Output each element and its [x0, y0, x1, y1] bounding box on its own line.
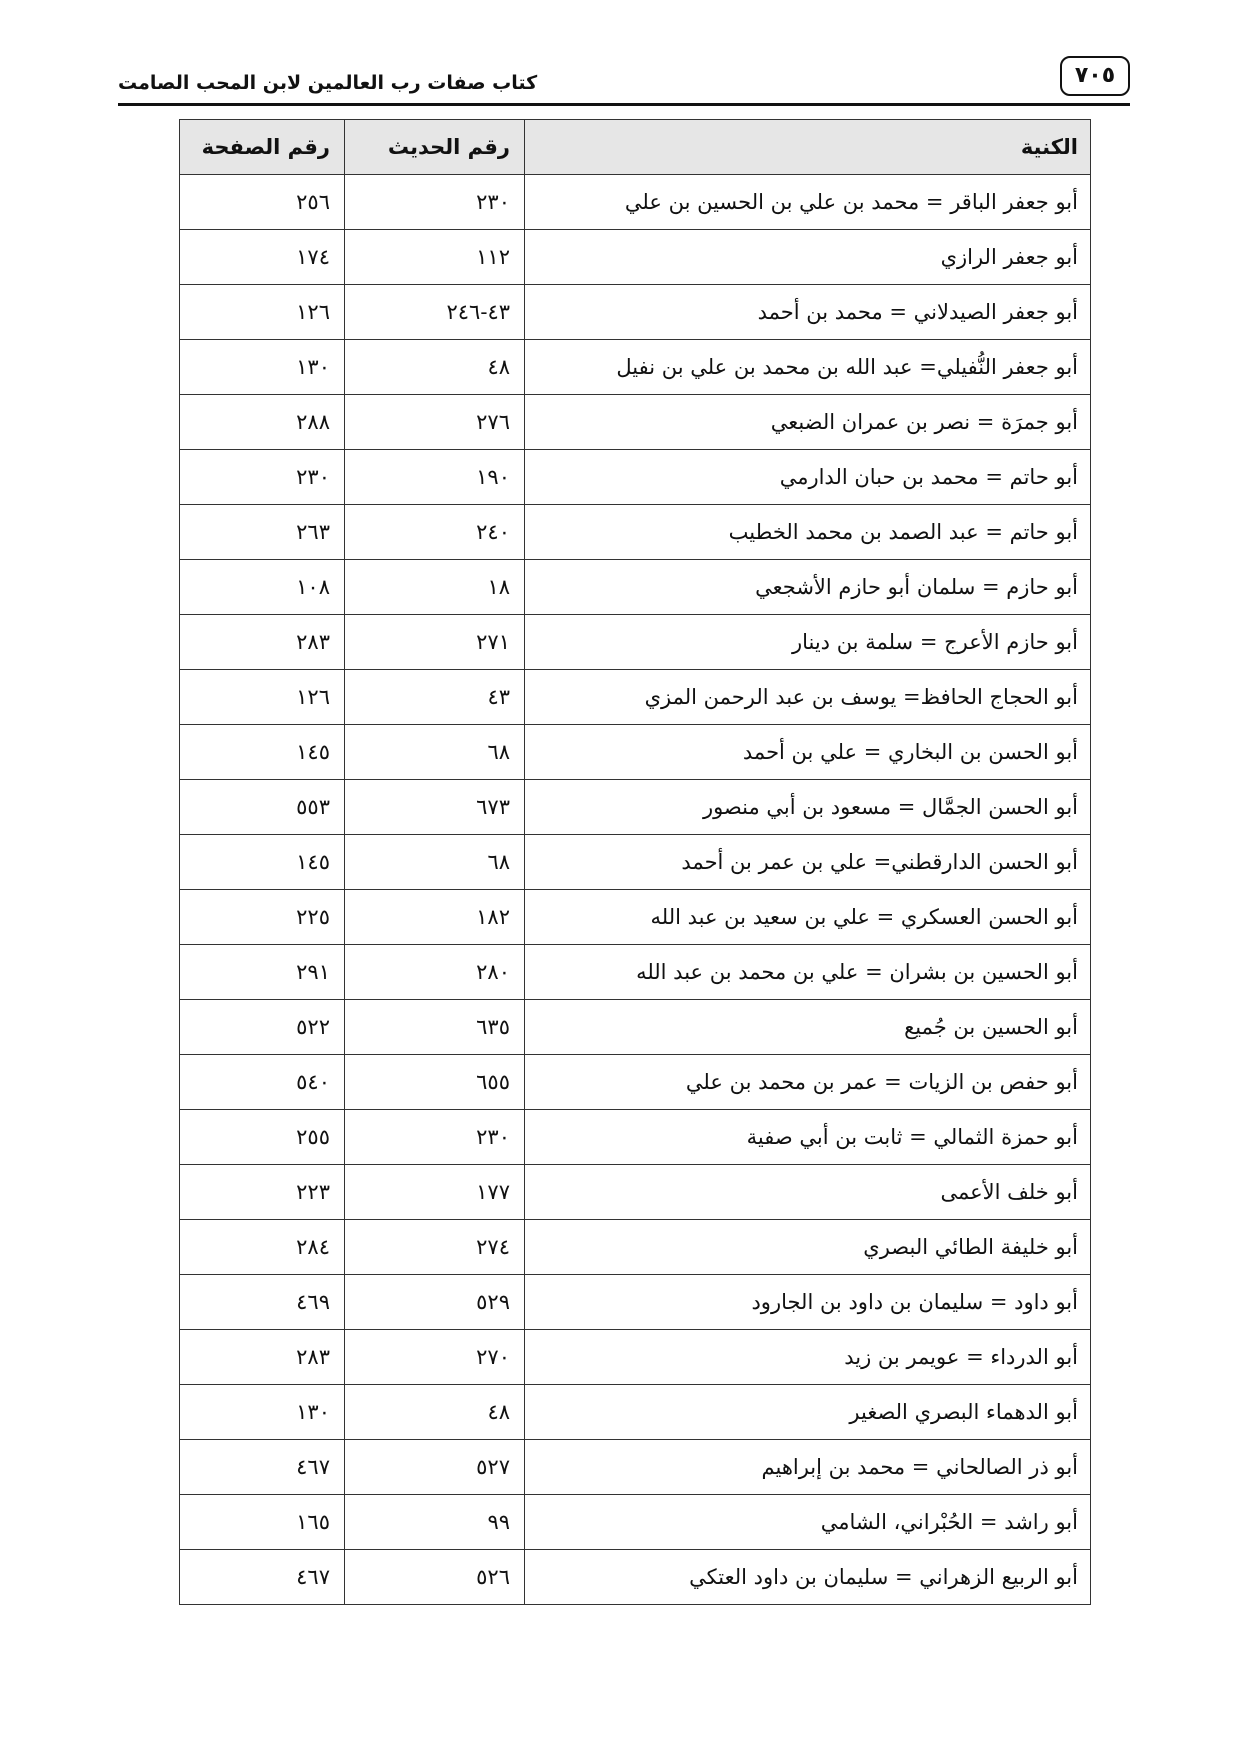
table-row — [180, 175, 1091, 230]
page-number-cell: ١٧٤ — [180, 230, 345, 285]
kunya-cell: أبو حازم الأعرج = سلمة بن دينار — [525, 615, 1091, 670]
table-row — [180, 1550, 1091, 1605]
table-row — [180, 725, 1091, 780]
table-row — [180, 1220, 1091, 1275]
column-header-name: الكنية — [525, 120, 1091, 175]
page-number-cell: ٢٨٨ — [180, 395, 345, 450]
kunya-cell: أبو حمزة الثمالي = ثابت بن أبي صفية — [525, 1110, 1091, 1165]
kunya-cell: أبو الحسين بن بشران = علي بن محمد بن عبد الله — [525, 945, 1091, 1000]
hadith-number-cell: ٦٧٣ — [345, 780, 525, 835]
kunya-cell: أبو راشد = الحُبْراني، الشامي — [525, 1495, 1091, 1550]
table-row — [180, 780, 1091, 835]
kunya-cell: أبو الحسن العسكري = علي بن سعيد بن عبد الله — [525, 890, 1091, 945]
kunya-cell: أبو جعفر الباقر = محمد بن علي بن الحسين بن علي — [525, 175, 1091, 230]
table-row — [180, 1055, 1091, 1110]
table-row — [180, 945, 1091, 1000]
table-row — [180, 670, 1091, 725]
kunya-cell: أبو الحسن الجمَّال = مسعود بن أبي منصور — [525, 780, 1091, 835]
hadith-number-cell: ٦٣٥ — [345, 1000, 525, 1055]
page-number-cell: ٢٨٣ — [180, 615, 345, 670]
kunya-cell: أبو حازم = سلمان أبو حازم الأشجعي — [525, 560, 1091, 615]
table-row — [180, 340, 1091, 395]
table-row — [180, 1330, 1091, 1385]
kunya-cell: أبو الدهماء البصري الصغير — [525, 1385, 1091, 1440]
kunya-cell: أبو حاتم = عبد الصمد بن محمد الخطيب — [525, 505, 1091, 560]
table-row — [180, 1275, 1091, 1330]
table-row — [180, 560, 1091, 615]
kunya-cell: أبو الحسين بن جُميع — [525, 1000, 1091, 1055]
page-number-cell: ١٣٠ — [180, 1385, 345, 1440]
hadith-number-cell: ٥٢٧ — [345, 1440, 525, 1495]
kunya-cell: أبو جعفر الرازي — [525, 230, 1091, 285]
table-row — [180, 450, 1091, 505]
table-row — [180, 285, 1091, 340]
page-number-cell: ٤٦٧ — [180, 1440, 345, 1495]
table-row — [180, 835, 1091, 890]
hadith-number-cell: ٢٧٤ — [345, 1220, 525, 1275]
hadith-number-cell: ١١٢ — [345, 230, 525, 285]
kunya-cell: أبو الحسن الدارقطني= علي بن عمر بن أحمد — [525, 835, 1091, 890]
page-number-cell: ٢٢٣ — [180, 1165, 345, 1220]
page-number-cell: ١٤٥ — [180, 835, 345, 890]
column-header-page: رقم الصفحة — [180, 120, 345, 175]
kunya-cell: أبو الحجاج الحافظ= يوسف بن عبد الرحمن المزي — [525, 670, 1091, 725]
table-row — [180, 1440, 1091, 1495]
table-header-row — [180, 120, 1091, 175]
hadith-number-cell: ١٧٧ — [345, 1165, 525, 1220]
kunya-cell: أبو ذر الصالحاني = محمد بن إبراهيم — [525, 1440, 1091, 1495]
table-row — [180, 1495, 1091, 1550]
kunya-cell: أبو الحسن بن البخاري = علي بن أحمد — [525, 725, 1091, 780]
kunya-cell: أبو حاتم = محمد بن حبان الدارمي — [525, 450, 1091, 505]
hadith-number-cell: ٢٨٠ — [345, 945, 525, 1000]
page-number-cell: ١٢٦ — [180, 285, 345, 340]
kunya-cell: أبو خلف الأعمى — [525, 1165, 1091, 1220]
table-row — [180, 1110, 1091, 1165]
header-rule — [118, 103, 1130, 106]
hadith-number-cell: ٢٣٠ — [345, 175, 525, 230]
column-header-hadith: رقم الحديث — [345, 120, 525, 175]
hadith-number-cell: ٤٨ — [345, 1385, 525, 1440]
table-body — [180, 175, 1091, 1605]
page-number-cell: ١٣٠ — [180, 340, 345, 395]
table-row — [180, 1000, 1091, 1055]
hadith-number-cell: ٢٣٠ — [345, 1110, 525, 1165]
page-number-cell: ١٠٨ — [180, 560, 345, 615]
hadith-number-cell: ٢٧١ — [345, 615, 525, 670]
hadith-number-cell: ٦٨ — [345, 725, 525, 780]
page-number-cell: ٢٩١ — [180, 945, 345, 1000]
hadith-number-cell: ٢٤٠ — [345, 505, 525, 560]
page-number-cell: ٤٦٧ — [180, 1550, 345, 1605]
hadith-number-cell: ١٨٢ — [345, 890, 525, 945]
page-number-cell: ١٢٦ — [180, 670, 345, 725]
table-row — [180, 1385, 1091, 1440]
kunya-cell: أبو خليفة الطائي البصري — [525, 1220, 1091, 1275]
page-number-cell: ٢٥٥ — [180, 1110, 345, 1165]
page-number-cell: ٢٢٥ — [180, 890, 345, 945]
hadith-number-cell: ٥٢٩ — [345, 1275, 525, 1330]
table-row — [180, 890, 1091, 945]
table-row — [180, 1165, 1091, 1220]
hadith-number-cell: ٢٧٦ — [345, 395, 525, 450]
page-number-cell: ٥٤٠ — [180, 1055, 345, 1110]
kunya-cell: أبو الدرداء = عويمر بن زيد — [525, 1330, 1091, 1385]
page-number-cell: ٢٨٣ — [180, 1330, 345, 1385]
table-row — [180, 395, 1091, 450]
table-row — [180, 505, 1091, 560]
kunya-cell: أبو الربيع الزهراني = سليمان بن داود العتكي — [525, 1550, 1091, 1605]
book-title: كتاب صفات رب العالمين لابن المحب الصامت — [118, 72, 538, 94]
hadith-number-cell: ٩٩ — [345, 1495, 525, 1550]
kunya-cell: أبو جعفر النُّفيلي= عبد الله بن محمد بن علي بن نفيل — [525, 340, 1091, 395]
page-number-cell: ١٦٥ — [180, 1495, 345, 1550]
page-number-cell: ١٤٥ — [180, 725, 345, 780]
hadith-number-cell: ٤٣-٢٤٦ — [345, 285, 525, 340]
hadith-number-cell: ٤٣ — [345, 670, 525, 725]
page-number-cell: ٤٦٩ — [180, 1275, 345, 1330]
kunya-index-table — [179, 119, 1091, 1605]
page-number-cell: ٢٦٣ — [180, 505, 345, 560]
hadith-number-cell: ٤٨ — [345, 340, 525, 395]
page-number-cell: ٥٢٢ — [180, 1000, 345, 1055]
page-number-cell: ٥٥٣ — [180, 780, 345, 835]
hadith-number-cell: ١٨ — [345, 560, 525, 615]
kunya-cell: أبو حفص بن الزيات = عمر بن محمد بن علي — [525, 1055, 1091, 1110]
table-row — [180, 615, 1091, 670]
page-number: ٧٠٥ — [1060, 56, 1130, 96]
table-row — [180, 230, 1091, 285]
kunya-cell: أبو داود = سليمان بن داود بن الجارود — [525, 1275, 1091, 1330]
hadith-number-cell: ٥٢٦ — [345, 1550, 525, 1605]
hadith-number-cell: ٢٧٠ — [345, 1330, 525, 1385]
page-number-cell: ٢٨٤ — [180, 1220, 345, 1275]
page-number-cell: ٢٣٠ — [180, 450, 345, 505]
page-header — [118, 54, 1130, 108]
kunya-cell: أبو جمرَة = نصر بن عمران الضبعي — [525, 395, 1091, 450]
hadith-number-cell: ١٩٠ — [345, 450, 525, 505]
hadith-number-cell: ٦٥٥ — [345, 1055, 525, 1110]
page-number-cell: ٢٥٦ — [180, 175, 345, 230]
kunya-cell: أبو جعفر الصيدلاني = محمد بن أحمد — [525, 285, 1091, 340]
hadith-number-cell: ٦٨ — [345, 835, 525, 890]
